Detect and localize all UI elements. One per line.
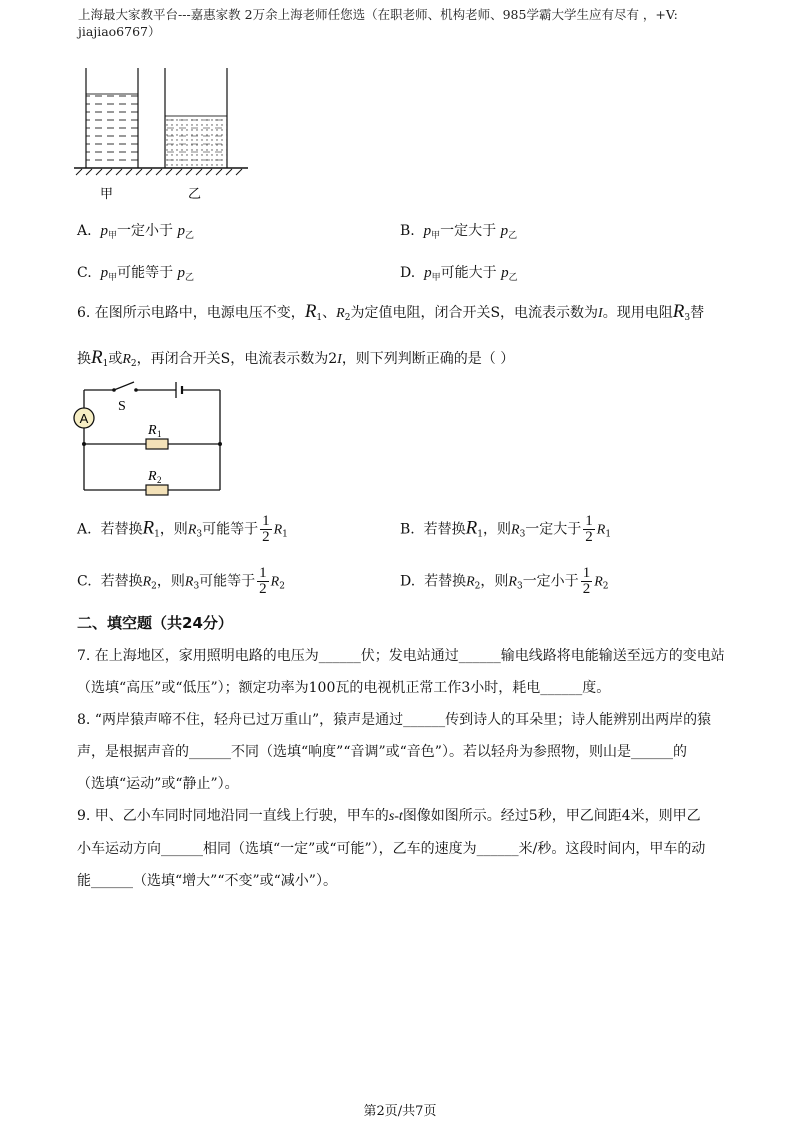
svg-text:2: 2 <box>157 475 162 485</box>
q6-option-d[interactable]: D. 若替换$R_2$，则$R_3$一定小于 $\frac{1}{2}$ $R_2$ <box>400 565 609 597</box>
q8-line-1: 8. “两岸猿声啼不住，轻舟已过万重山”，猿声是通过______传到诗人的耳朵里；诗人能辨别出两岸的猿 <box>77 712 712 728</box>
q6-option-b[interactable]: B. 若替换$R_1$，则$R_3$一定大于 $\frac{1}{2}$ $R_1$ <box>400 513 612 545</box>
svg-text:R: R <box>148 423 157 438</box>
q7-line-1: 7. 在上海地区，家用照明电路的电压为______伏；发电站通过______输电线路将电能输送至远方的变电站 <box>77 648 725 664</box>
q6-option-c[interactable]: C. 若替换$R_2$，则$R_3$可能等于 $\frac{1}{2}$ $R_2$ <box>77 565 285 597</box>
q5-option-c[interactable]: C. $p_甲$可能等于 $p_乙$ <box>77 265 195 283</box>
q6-line-1: 6. 在图所示电路中，电源电压不变，$R_1$、$R_2$为定值电阻，闭合开关S，电流表示数为I。现用电阻$R_3$替 <box>77 301 705 323</box>
circuit-diagram <box>68 378 238 500</box>
label-yi: 乙 <box>188 187 202 202</box>
q6-line-2: 换$R_1$或$R_2$，再闭合开关S，电流表示数为2I，则下列判断正确的是（ ） <box>77 347 515 369</box>
q6-option-a[interactable]: A. 若替换$R_1$，则$R_3$可能等于 $\frac{1}{2}$ $R_1$ <box>77 513 288 545</box>
q8 <box>77 704 727 800</box>
q6-stem <box>77 296 727 380</box>
left-liquid <box>86 94 138 168</box>
svg-text:A: A <box>79 411 89 426</box>
svg-text:1: 1 <box>157 429 162 439</box>
resistor-r1 <box>146 439 168 449</box>
header-line-1: 上海最大家教平台---嘉惠家教 2万余上海老师任您选（在职老师、机构老师、985学霸大学生应有尽有 ，+V: <box>78 7 678 22</box>
svg-text:R: R <box>148 469 157 484</box>
page-footer: 第2页/共7页 <box>363 1104 437 1119</box>
q9 <box>77 800 727 897</box>
q9-line-3: 能______（选填“增大”“不变”或“减小”）。 <box>77 873 337 889</box>
page-header <box>78 6 728 40</box>
resistor-r2 <box>146 485 168 495</box>
q8-line-3: （选填“运动”或“静止”）。 <box>77 776 239 792</box>
label-jia: 甲 <box>100 187 114 202</box>
q5-option-b[interactable]: B. $p_甲$一定大于 $p_乙$ <box>400 223 518 241</box>
q7-line-2: （选填“高压”或“低压”）；额定功率为100瓦的电视机正常工作3小时，耗电______度。 <box>77 680 611 696</box>
section-2-title: 二、填空题（共24分） <box>77 614 233 632</box>
q5-option-a[interactable]: A. $p_甲$一定小于 $p_乙$ <box>77 223 194 241</box>
beakers-figure <box>70 68 260 208</box>
q9-line-1: 9. 甲、乙小车同时同地沿同一直线上行驶，甲车的s-t图像如图所示。经过5秒，甲乙间距4米，则甲乙 <box>77 808 701 824</box>
q8-line-2: 声，是根据声音的______不同（选填“响度”“音调”或“音色”）。若以轻舟为参照物，则山是______的 <box>77 744 687 760</box>
header-line-2: jiajiao6767） <box>78 24 161 39</box>
switch-label: S <box>118 399 126 414</box>
q9-line-2: 小车运动方向______相同（选填“一定”或“可能”），乙车的速度为______米/秒。这段时间内，甲车的动 <box>77 841 706 857</box>
q5-option-d[interactable]: D. $p_甲$可能大于 $p_乙$ <box>400 265 518 283</box>
q7 <box>77 640 727 704</box>
